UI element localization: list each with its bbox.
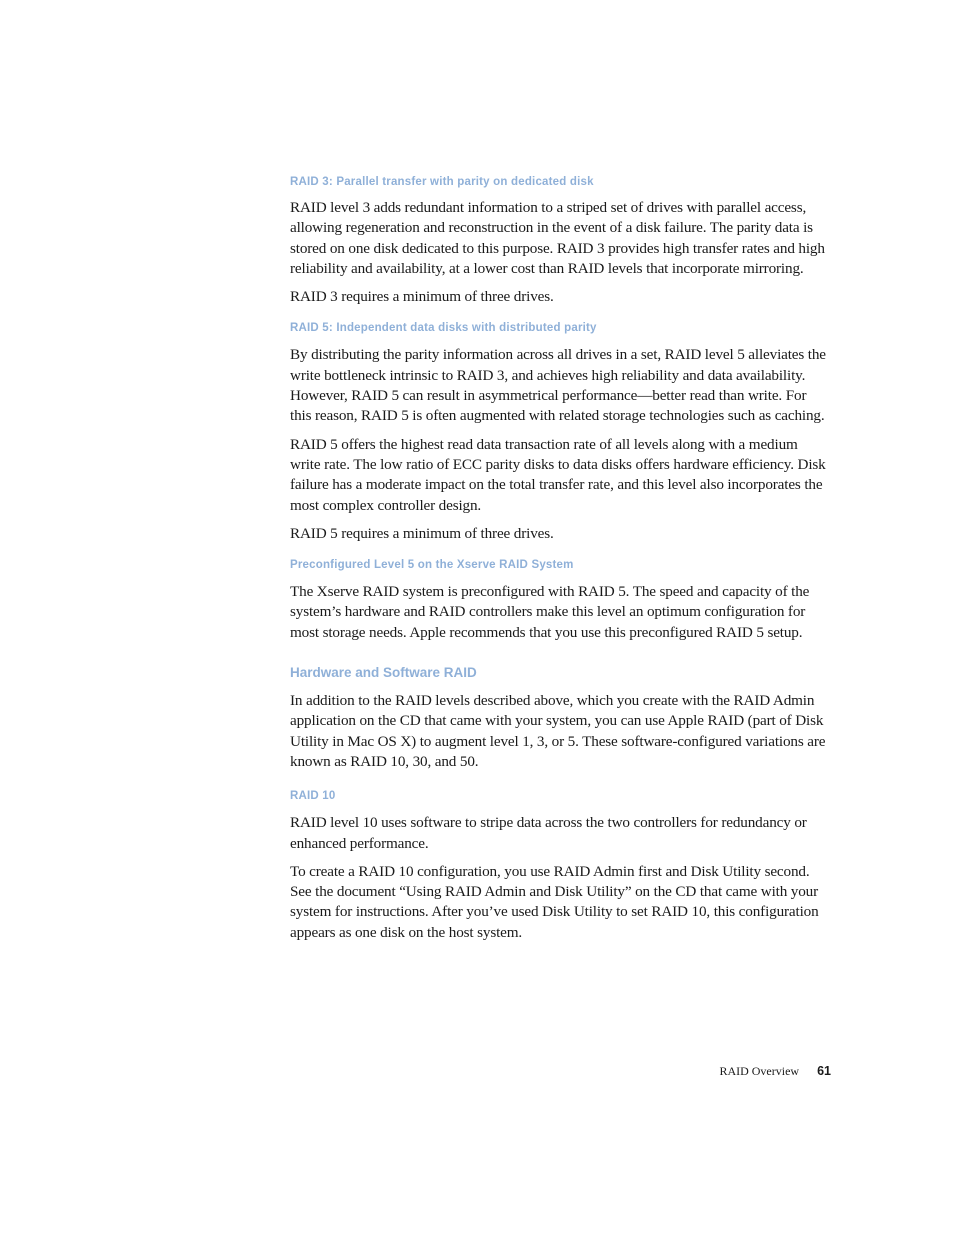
raid5-paragraph-3: RAID 5 requires a minimum of three drives. [290,524,554,542]
raid5-paragraph-2: RAID 5 offers the highest read data transaction rate of all levels along with a medium write rate. The low ratio of ECC parity disks to data disks offers hardware efficiency. Disk failure has a moderate impact on the total transfer rate, and this level also incorporates the most complex controller design. [290,435,826,514]
hardware-software-paragraph-1: In addition to the RAID levels described above, which you create with the RAID Admin application on the CD that came with your system, you can use Apple RAID (part of Disk Utility in Mac OS X) to augment level 1, 3, or 5. These software-configured variations are known as RAID 10, 30, and 50. [290,692,826,770]
preconfigured-heading: Preconfigured Level 5 on the Xserve RAID System [290,559,574,572]
footer-chapter-title: RAID Overview [719,1064,800,1078]
raid5-paragraph-1: By distributing the parity information across all drives in a set, RAID level 5 alleviates the write bottleneck intrinsic to RAID 3, and achieves high reliability and data availability. However, RAID 5 can result in asymmetrical performance—better read than write. For this reason, RAID 5 is often augmented with related storage technologies such as caching. [290,346,826,425]
hardware-software-heading: Hardware and Software RAID [290,665,477,681]
text-column [290,175,830,951]
raid3-paragraph-1: RAID level 3 adds redundant information to a striped set of drives with parallel access, allowing regeneration and reconstruction in the event of a disk failure. The parity data is stored on one disk dedicated to this purpose. RAID 3 provides high transfer rates and high reliability and availability, at a lower cost than RAID levels that incorporate mirroring. [290,199,825,277]
raid10-heading: RAID 10 [290,790,336,803]
page-footer [719,1064,831,1079]
raid10-paragraph-1: RAID level 10 uses software to stripe data across the two controllers for redundancy or enhanced performance. [290,814,807,852]
raid10-paragraph-2: To create a RAID 10 configuration, you use RAID Admin first and Disk Utility second. See the document “Using RAID Admin and Disk Utility” on the CD that came with your system for instructions. After you’ve used Disk Utility to set RAID 10, this configuration appears as one disk on the host system. [290,862,819,941]
raid3-paragraph-2: RAID 3 requires a minimum of three drives. [290,288,554,306]
raid3-heading: RAID 3: Parallel transfer with parity on dedicated disk [290,176,594,188]
footer-page-number: 61 [817,1064,831,1078]
raid5-heading: RAID 5: Independent data disks with distributed parity [290,322,597,335]
preconfigured-paragraph-1: The Xserve RAID system is preconfigured with RAID 5. The speed and capacity of the system’s hardware and RAID controllers make this level an optimum configuration for most storage needs. Apple recommends that you use this preconfigured RAID 5 setup. [290,583,810,641]
